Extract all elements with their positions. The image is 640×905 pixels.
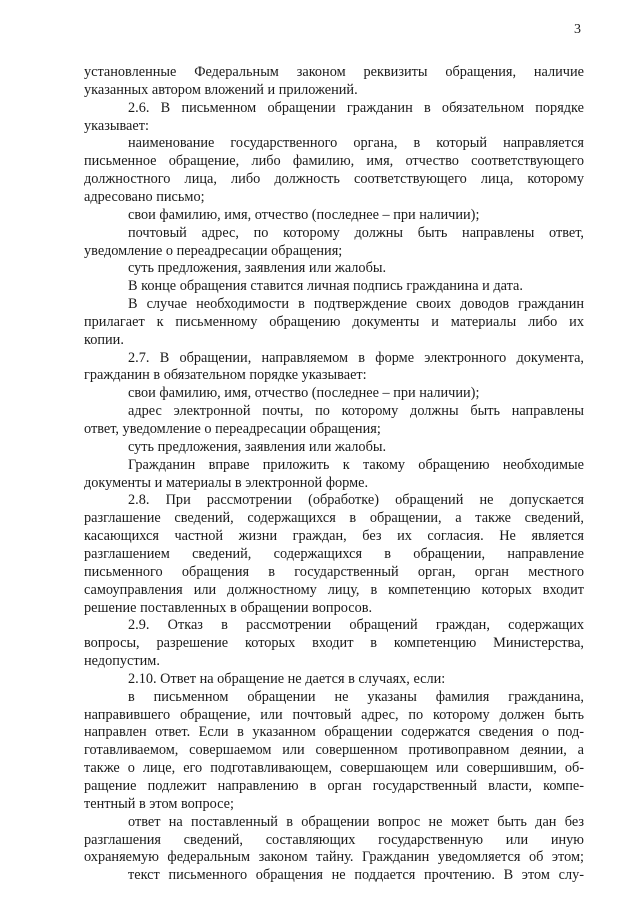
text-line: разглашение сведений, содержащихся в обращении, а также сведений, xyxy=(84,510,584,527)
text-line: 2.8. При рассмотрении (обработке) обращений не допускается xyxy=(128,492,584,509)
text-line: гражданин в обязательном порядке указывает: xyxy=(84,367,367,384)
text-line: текст письменного обращения не поддается прочтению. В этом слу- xyxy=(128,867,584,884)
text-line: Гражданин вправе приложить к такому обращению необходимые xyxy=(128,456,584,473)
text-line: тентный в этом вопросе; xyxy=(84,795,234,812)
text-line: письменное обращение, либо фамилию, имя, отчество соответствующего xyxy=(84,153,584,170)
text-line: разглашения сведений, составляющих государственную или иную xyxy=(84,831,584,848)
text-line: самоуправления или должностному лицу, в компетенцию которых входит xyxy=(84,581,584,598)
text-line: установленные Федеральным законом реквизиты обращения, наличие xyxy=(84,64,584,80)
text-line: направившего обращение, или почтовый адрес, по которому должен быть xyxy=(84,706,584,723)
text-line: ращение подлежит направлению в орган государственный власти, компе- xyxy=(84,778,584,794)
text-line: готавливаемом, совершаемом или совершенном противоправном деянии, а xyxy=(84,742,584,759)
text-line: адрес электронной почты, по которому должны быть направлены xyxy=(128,403,584,420)
text-line: 2.7. В обращении, направляемом в форме электронного документа, xyxy=(128,349,584,366)
page-number: 3 xyxy=(574,22,581,37)
text-line: В случае необходимости в подтверждение своих доводов гражданин xyxy=(128,296,584,313)
text-line: копии. xyxy=(84,331,124,348)
text-line: вопросы, разрешение которых входит в компетенцию Министерства, xyxy=(84,635,584,652)
text-line: в письменном обращении не указаны фамилия гражданина, xyxy=(128,688,584,705)
text-line: письменного обращения в государственный орган, орган местного xyxy=(84,563,584,580)
text-line: свои фамилию, имя, отчество (последнее – при наличии); xyxy=(128,206,480,223)
text-line: направлен ответ. Если в указанном обращении содержатся сведения о под- xyxy=(84,724,584,741)
text-line: свои фамилию, имя, отчество (последнее – при наличии); xyxy=(128,385,480,402)
text-line: документы и материалы в электронной форме. xyxy=(84,474,369,491)
text-line: почтовый адрес, по которому должны быть направлены ответ, xyxy=(128,224,584,241)
text-line: прилагает к письменному обращению документы и материалы либо их xyxy=(84,313,584,330)
text-line: 2.9. Отказ в рассмотрении обращений граждан, содержащих xyxy=(128,617,584,634)
text-line: разглашением сведений, содержащихся в обращении, направление xyxy=(84,545,584,562)
text-line: суть предложения, заявления или жалобы. xyxy=(128,438,387,455)
text-line: недопустим. xyxy=(84,653,160,670)
text-line: охраняемую федеральным законом тайну. Гражданин уведомляется об этом; xyxy=(84,849,584,866)
text-line: должностного лица, либо должность соответствующего лица, которому xyxy=(84,171,584,188)
text-line: 2.10. Ответ на обращение не дается в случаях, если: xyxy=(128,670,446,687)
text-line: наименование государственного органа, в который направляется xyxy=(128,135,584,152)
text-line: также о лице, его подготавливающем, совершающем или совершившим, об- xyxy=(84,760,584,777)
text-line: суть предложения, заявления или жалобы. xyxy=(128,260,387,277)
text-line: адресовано письмо; xyxy=(84,188,205,205)
text-line: решение поставленных в обращении вопросов. xyxy=(84,599,373,616)
text-line: касающихся частной жизни граждан, без их согласия. Не является xyxy=(84,528,584,545)
text-line: указанных автором вложений и приложений. xyxy=(84,81,358,98)
text-line: 2.6. В письменном обращении гражданин в обязательном порядке xyxy=(128,99,584,116)
text-line: В конце обращения ставится личная подпись гражданина и дата. xyxy=(128,278,523,295)
text-line: ответ, уведомление о переадресации обращения; xyxy=(84,421,381,437)
text-line: указывает: xyxy=(84,117,149,134)
text-line: уведомление о переадресации обращения; xyxy=(84,242,343,259)
text-line: ответ на поставленный в обращении вопрос не может быть дан без xyxy=(128,813,584,830)
